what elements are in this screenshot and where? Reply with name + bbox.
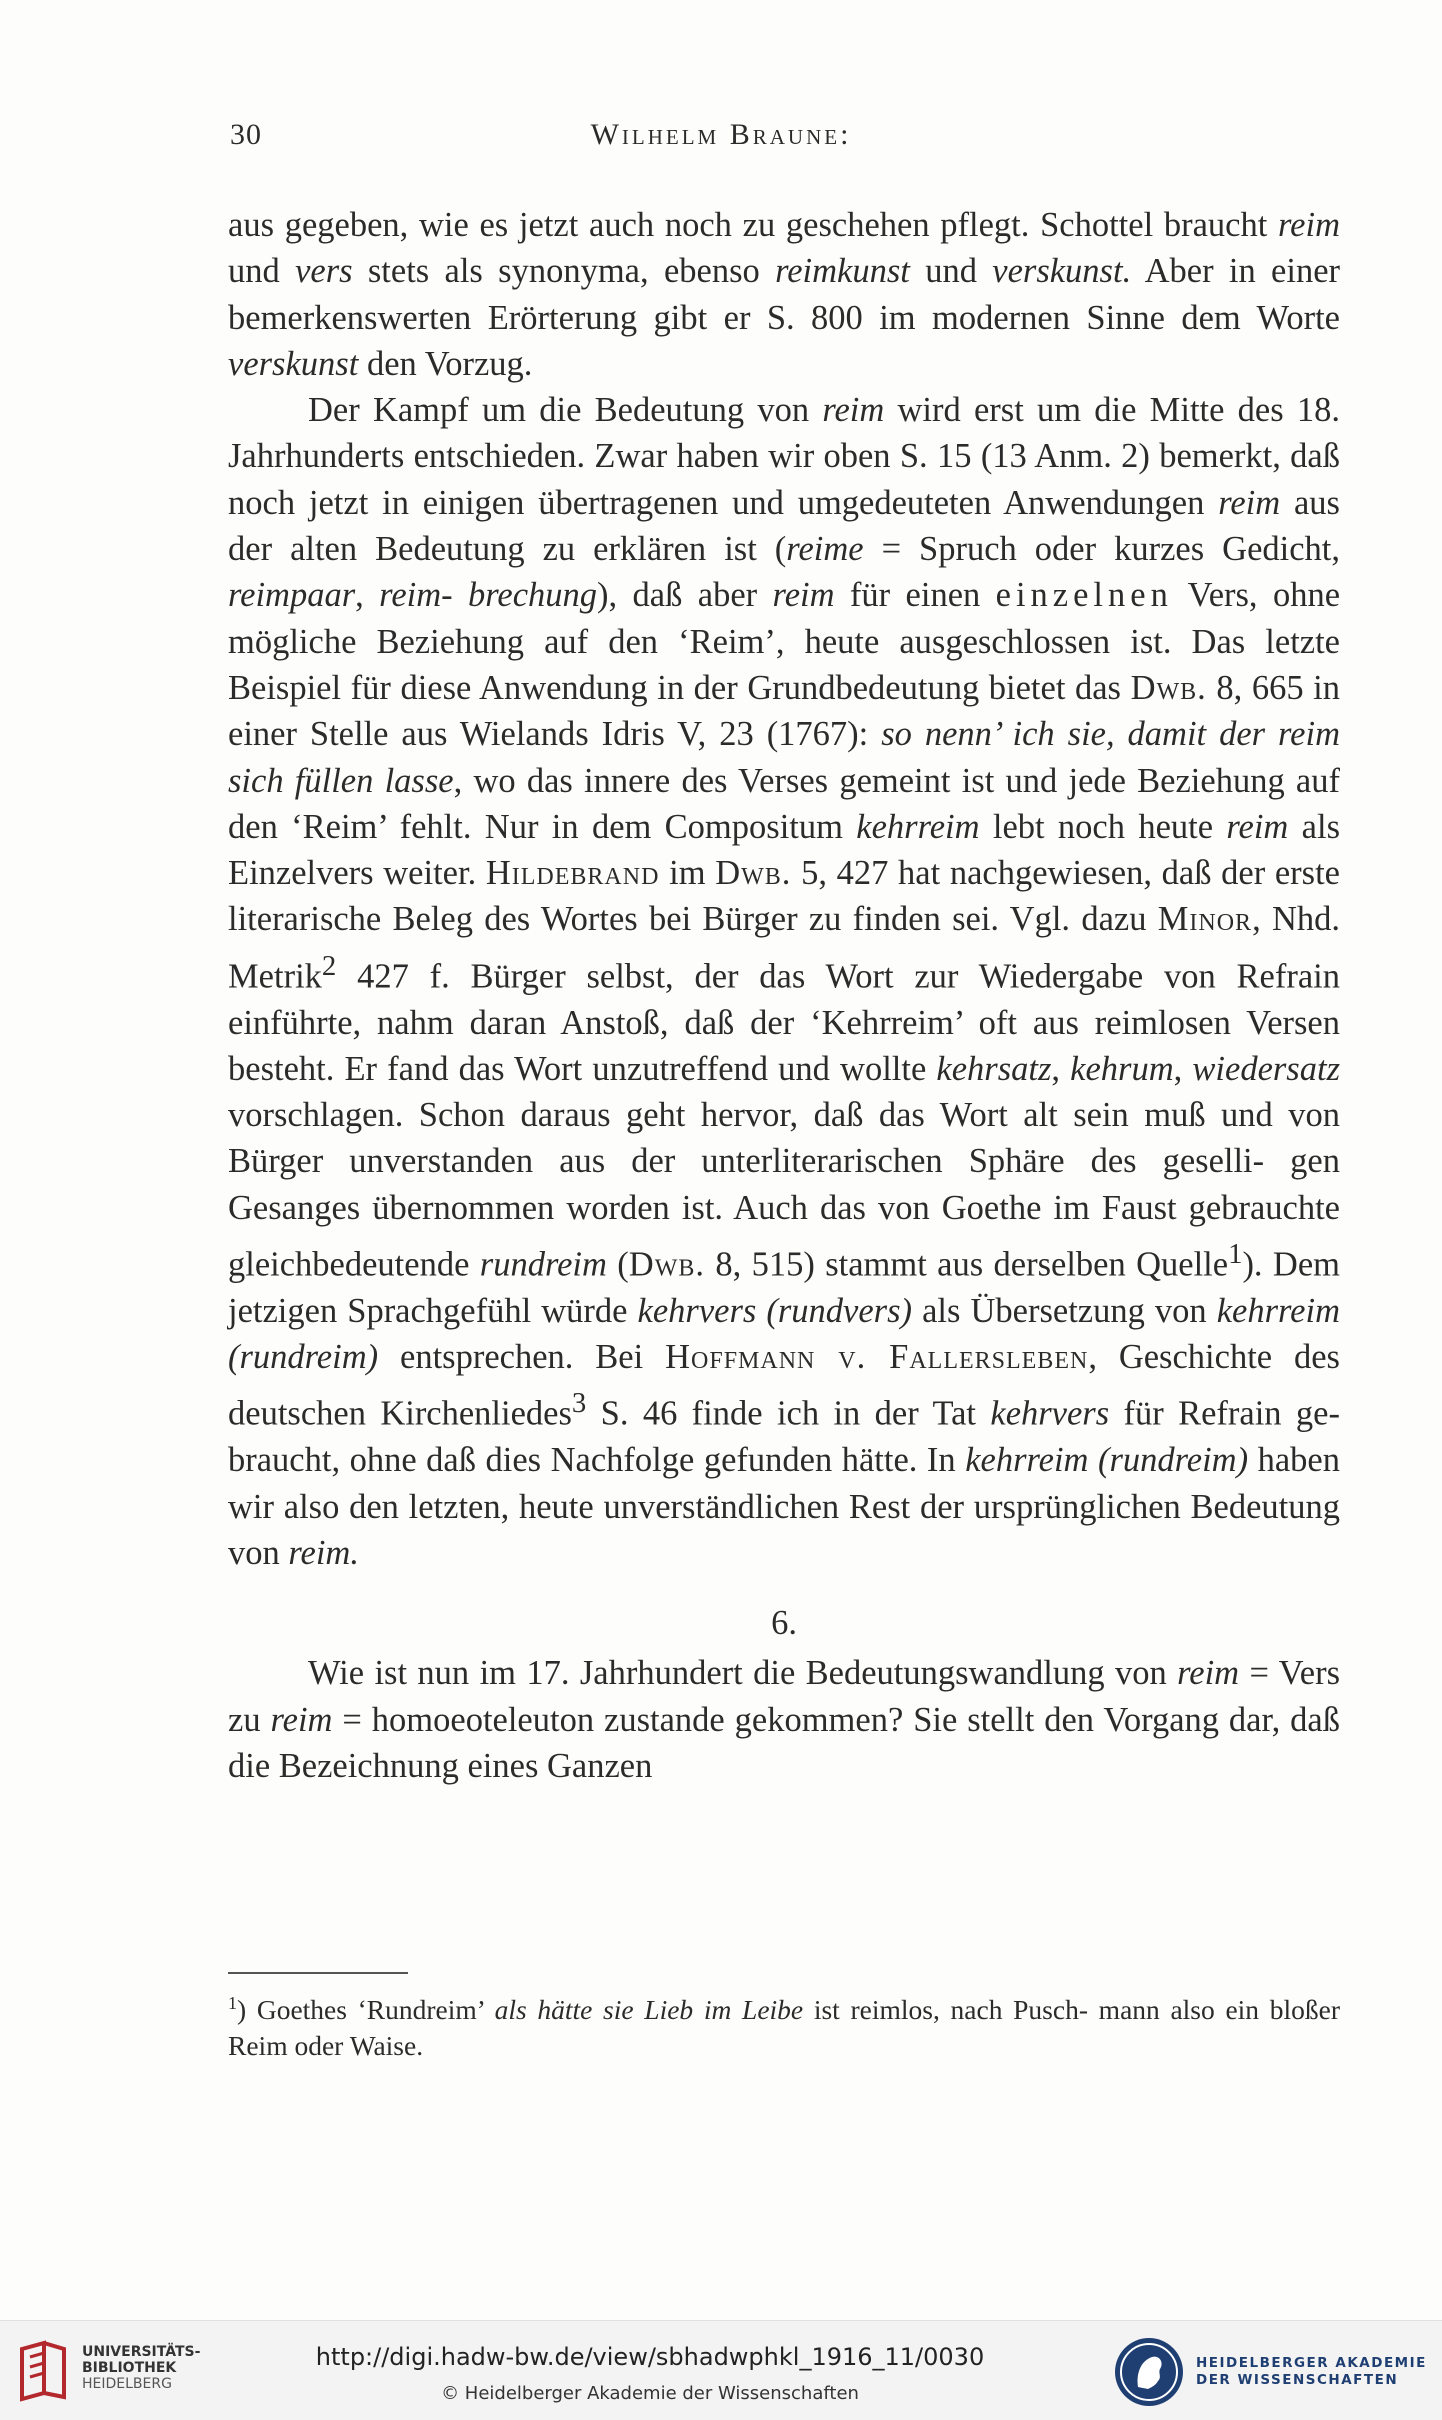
athena-head-seal-icon [1112,2335,1186,2409]
footnote-marker: 1 [228,1993,237,2013]
library-name: UNIVERSITÄTS- BIBLIOTHEK HEIDELBERG [82,2344,201,2392]
spaced-emphasis: einzelnen [995,576,1173,615]
section-number: 6. [771,1604,797,1643]
paragraph-1: aus gegeben, wie es jetzt auch noch zu geschehen pflegt. Schottel braucht reim und vers stets als synonyma, ebenso reimkunst und verskunst. Aber in einer bemerkenswerten Erörterung gibt er S. 800 im modernen Sinne dem Worte verskunst den Vorzug. [228,206,1341,383]
footnote-ref: 1 [1228,1238,1243,1271]
footnote: $^1$) Goethes ‘Rundreim’ als hätte sie Lieb im Leibe ist reimlos, nach Pusch- mann also ein bloßer Reim oder Waise. [228,1993,1340,2062]
paragraph-3: Wie ist nun im 17. Jahrhundert die Bedeutungswandlung von reim = Vers zu reim = homoeoteleuton zustande gekommen? Sie stellt den Vorgang dar, daß die Bezeichnung eines Ganzen [228,1654,1340,1785]
page-header [0,118,1442,162]
footnote-divider [228,1972,408,1974]
footer-bar [0,2320,1442,2420]
body-text [228,202,1340,1789]
page-number: 30 [230,118,262,151]
academy-name: HEIDELBERGER AKADEMIE DER WISSENSCHAFTEN [1196,2355,1427,2388]
permalink-url[interactable]: http://digi.hadw-bw.de/view/sbhadwphkl_1916_11/0030 [315,2343,985,2371]
paragraph-2: Der Kampf um die Bedeutung von reim wird erst um die Mitte des 18. Jahrhunderts entschieden. Zwar haben wir oben S. 15 (13 Anm. 2) bemerkt, daß noch jetzt in einigen übertragenen und umgedeuteten Anwendungen reim aus der alten Bedeutung zu erklären ist (reime = Spruch oder kurzes Gedicht, reimpaar, reim- brechung), daß aber reim für einen einzelnen Vers, ohne mögliche Beziehung auf den ‘Reim’, heute ausgeschlossen ist. Das letzte Beispiel für diese Anwendung in der Grundbedeutung bietet das Dwb. 8, 665 in einer Stelle aus Wielands Idris V, 23 (1767): so nenn’ ich sie, damit der reim sich füllen lasse, wo das innere des Verses gemeint ist und jede Beziehung auf den ‘Reim’ fehlt. Nur in dem Compositum kehrreim lebt noch heute reim als Einzelvers weiter. Hildebrand im Dwb. 5, 427 hat nachgewiesen, daß der erste literarische Beleg des Wortes bei Bürger zu finden sei. Vgl. dazu Minor, Nhd. Metrik$^2$ 427 f. Bürger selbst, der das Wort zur Wiedergabe von Refrain einführte, nahm daran Anstoß, daß der ‘Kehrreim’ oft aus reimlosen Versen besteht. Er fand das Wort unzutreffend und wollte kehrsatz, kehrum, wiedersatz vorschlagen. Schon daraus geht hervor, daß das Wort alt sein muß und von Bürger unverstanden aus der unterliterarischen Sphäre des geselli- gen Gesanges übernommen worden ist. Auch das von Goethe im Faust gebrauchte gleichbedeutende rundreim (Dwb. 8, 515) stammt aus derselben Quelle$^1$). Dem jetzigen Sprachgefühl würde kehrvers (rundvers) als Übersetzung von kehrreim (rundreim) entsprechen. Bei Hoffmann v. Fallersleben, Geschichte des deutschen Kirchenliedes$^3$ S. 46 finde ich in der Tat kehrvers für Refrain ge- braucht, ohne daß dies Nachfolge gefunden hätte. In kehrreim (rundreim) haben wir also den letzten, heute unverständlichen Rest der ursprünglichen Bedeutung von reim. [228,391,1341,1572]
copyright-notice: © Heidelberger Akademie der Wissenschaften [441,2383,859,2404]
running-head: Wilhelm Braune: [590,118,852,151]
library-book-logo-icon [14,2339,72,2403]
